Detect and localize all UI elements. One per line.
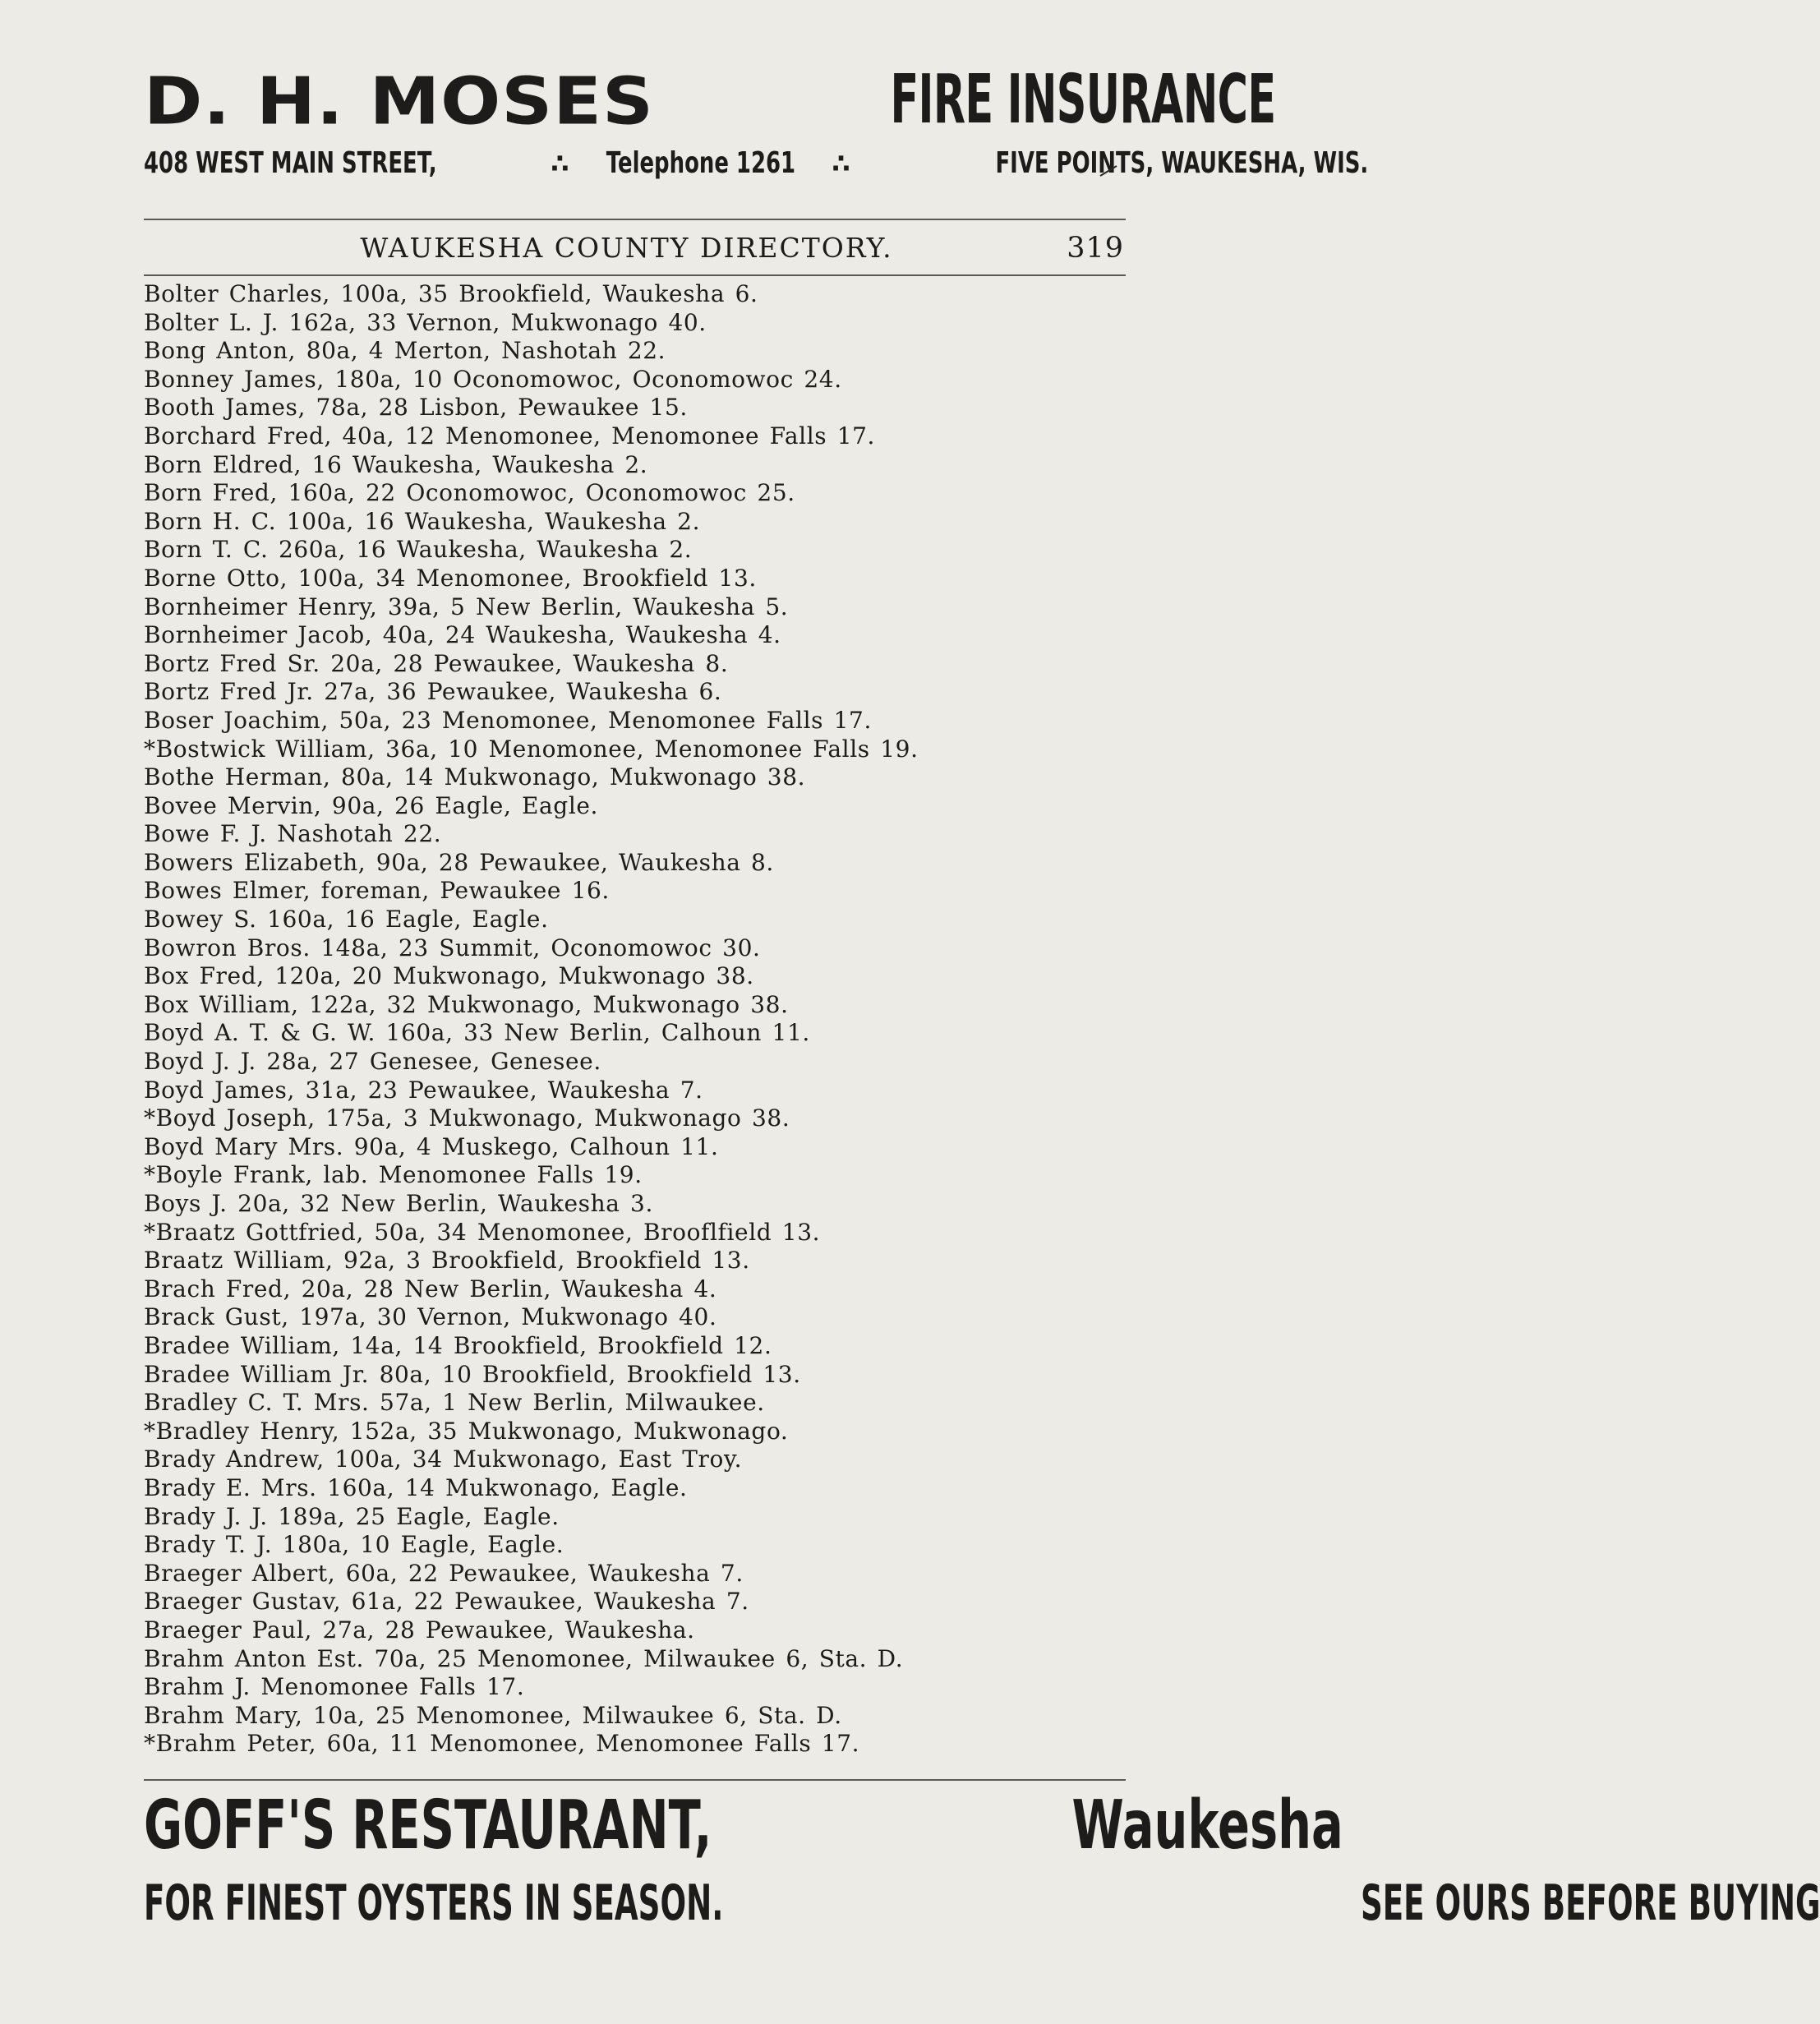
advertiser-telephone: Telephone 1261 (606, 146, 795, 180)
top-advertisement (144, 58, 1368, 186)
header-rule-bottom (144, 274, 1126, 276)
directory-entry: *Brahm Peter, 60a, 11 Menomonee, Menomonee Falls 17. (144, 1730, 860, 1758)
advertiser-address: 408 WEST MAIN STREET, (144, 146, 437, 180)
bottom-advertisement (144, 1786, 1820, 1932)
directory-entry: Box Fred, 120a, 20 Mukwonago, Mukwonago 38. (144, 962, 754, 990)
directory-listing (144, 280, 1126, 1759)
directory-entry: Borchard Fred, 40a, 12 Menomonee, Menomonee Falls 17. (144, 422, 876, 450)
directory-entry: Braeger Albert, 60a, 22 Pewaukee, Waukesha 7. (144, 1559, 744, 1587)
directory-entry: Boyd A. T. & G. W. 160a, 33 New Berlin, Calhoun 11. (144, 1019, 810, 1047)
page-number: 319 (1067, 232, 1124, 265)
directory-entry: Braatz William, 92a, 3 Brookfield, Brookfield 13. (144, 1247, 750, 1275)
directory-entry: Brahm J. Menomonee Falls 17. (144, 1673, 525, 1701)
directory-entry: Bradley C. T. Mrs. 57a, 1 New Berlin, Milwaukee. (144, 1389, 765, 1417)
directory-entry: Born T. C. 260a, 16 Waukesha, Waukesha 2. (144, 536, 693, 564)
directory-entry: Box William, 122a, 32 Mukwonago, Mukwonago 38. (144, 990, 789, 1018)
directory-entry: Booth James, 78a, 28 Lisbon, Pewaukee 15. (144, 394, 688, 422)
advertiser-name: D. H. MOSES (144, 64, 654, 140)
restaurant-name: GOFF'S RESTAURANT, (144, 1786, 712, 1865)
directory-entry: Brach Fred, 20a, 28 New Berlin, Waukesha 4. (144, 1275, 717, 1302)
directory-entry: Bowron Bros. 148a, 23 Summit, Oconomowoc 30. (144, 934, 761, 961)
directory-entry: Born H. C. 100a, 16 Waukesha, Waukesha 2. (144, 507, 701, 535)
directory-entry: Bothe Herman, 80a, 14 Mukwonago, Mukwonago 38. (144, 763, 806, 791)
directory-entry: Brack Gust, 197a, 30 Vernon, Mukwonago 40. (144, 1303, 717, 1331)
directory-title: WAUKESHA COUNTY DIRECTORY. (360, 232, 893, 264)
directory-entry: Bortz Fred Jr. 27a, 36 Pewaukee, Waukesha 6. (144, 678, 722, 706)
directory-entry: Bowe F. J. Nashotah 22. (144, 820, 442, 848)
directory-entry: *Boyle Frank, lab. Menomonee Falls 19. (144, 1161, 643, 1189)
directory-entry: *Bradley Henry, 152a, 35 Mukwonago, Mukwonago. (144, 1417, 789, 1445)
pencil-check-mark (1099, 164, 1118, 178)
directory-entry: Bornheimer Jacob, 40a, 24 Waukesha, Waukesha 4. (144, 621, 781, 649)
directory-entry: Boyd James, 31a, 23 Pewaukee, Waukesha 7. (144, 1076, 703, 1104)
directory-entry: Braeger Gustav, 61a, 22 Pewaukee, Waukesha 7. (144, 1588, 749, 1616)
ad-contact-line (144, 146, 1368, 186)
directory-entry: Bradee William Jr. 80a, 10 Brookfield, Brookfield 13. (144, 1360, 801, 1388)
directory-entry: Bowers Elizabeth, 90a, 28 Pewaukee, Waukesha 8. (144, 848, 774, 876)
directory-entry: Borne Otto, 100a, 34 Menomonee, Brookfield 13. (144, 564, 757, 592)
directory-page (144, 58, 1820, 1932)
directory-entry: Brahm Anton Est. 70a, 25 Menomonee, Milwaukee 6, Sta. D. (144, 1644, 904, 1672)
directory-entry: Brady T. J. 180a, 10 Eagle, Eagle. (144, 1531, 564, 1559)
directory-entry: Boser Joachim, 50a, 23 Menomonee, Menomonee Falls 17. (144, 706, 872, 734)
directory-entry: Bornheimer Henry, 39a, 5 New Berlin, Waukesha 5. (144, 592, 789, 620)
restaurant-city: Waukesha (1071, 1786, 1343, 1865)
footer-rule (144, 1779, 1126, 1781)
directory-entry: Brahm Mary, 10a, 25 Menomonee, Milwaukee 6, Sta. D. (144, 1701, 842, 1729)
separator-dots: ∴ (551, 148, 569, 179)
directory-entry: Bowes Elmer, foreman, Pewaukee 16. (144, 877, 610, 905)
directory-entry: Brady E. Mrs. 160a, 14 Mukwonago, Eagle. (144, 1473, 688, 1501)
separator-dots: ∴ (832, 148, 850, 179)
directory-entry: Bolter L. J. 162a, 33 Vernon, Mukwonago 40. (144, 308, 707, 336)
directory-entry: Boys J. 20a, 32 New Berlin, Waukesha 3. (144, 1190, 653, 1217)
directory-entry: *Boyd Joseph, 175a, 3 Mukwonago, Mukwonago 38. (144, 1104, 790, 1132)
directory-entry: Bolter Charles, 100a, 35 Brookfield, Waukesha 6. (144, 280, 758, 307)
directory-entry: Boyd J. J. 28a, 27 Genesee, Genesee. (144, 1048, 601, 1076)
ad-headline (144, 58, 1276, 140)
directory-entry: Brady J. J. 189a, 25 Eagle, Eagle. (144, 1502, 560, 1530)
directory-entry: Born Fred, 160a, 22 Oconomowoc, Oconomowoc 25. (144, 479, 795, 507)
restaurant-tagline (144, 1874, 1820, 1932)
directory-entry: Bovee Mervin, 90a, 26 Eagle, Eagle. (144, 791, 599, 819)
running-header (144, 220, 1126, 274)
directory-entry: Bortz Fred Sr. 20a, 28 Pewaukee, Waukesha 8. (144, 649, 729, 677)
advertiser-business: FIRE INSURANCE (890, 61, 1276, 139)
restaurant-headline (144, 1786, 1343, 1865)
directory-entry: Bowey S. 160a, 16 Eagle, Eagle. (144, 906, 549, 934)
directory-entry: Bong Anton, 80a, 4 Merton, Nashotah 22. (144, 337, 666, 365)
directory-entry: Boyd Mary Mrs. 90a, 4 Muskego, Calhoun 11. (144, 1132, 719, 1160)
directory-entry: *Bostwick William, 36a, 10 Menomonee, Menomonee Falls 19. (144, 735, 919, 763)
directory-entry: Born Eldred, 16 Waukesha, Waukesha 2. (144, 450, 648, 478)
directory-entry: Braeger Paul, 27a, 28 Pewaukee, Waukesha. (144, 1616, 695, 1644)
tagline-left: FOR FINEST OYSTERS IN SEASON. (144, 1874, 724, 1932)
directory-entry: Brady Andrew, 100a, 34 Mukwonago, East Troy. (144, 1445, 743, 1473)
directory-entry: Bradee William, 14a, 14 Brookfield, Brookfield 12. (144, 1331, 772, 1359)
directory-entry: *Braatz Gottfried, 50a, 34 Menomonee, Brooflfield 13. (144, 1218, 821, 1246)
advertiser-location: FIVE POINTS, WAUKESHA, WIS. (995, 146, 1368, 180)
directory-entry: Bonney James, 180a, 10 Oconomowoc, Oconomowoc 24. (144, 365, 842, 393)
tagline-right: SEE OURS BEFORE BUYING (1360, 1874, 1820, 1932)
